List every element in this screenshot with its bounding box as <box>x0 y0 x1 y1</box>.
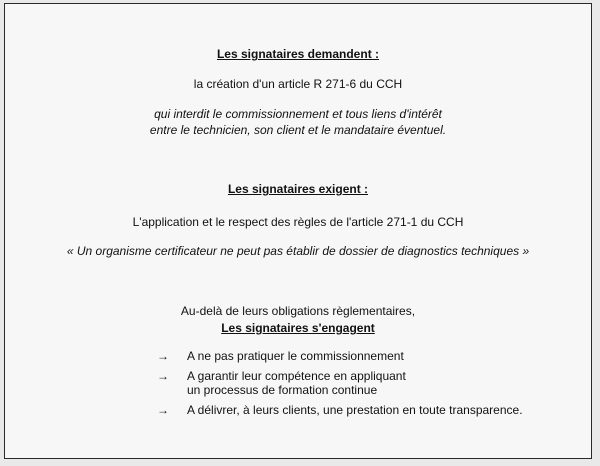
document-content <box>5 4 591 458</box>
list-item <box>157 403 523 417</box>
list-item-text <box>187 349 404 363</box>
demand-italic-line-2: entre le technicien, son client et le mandataire éventuel. <box>149 123 447 137</box>
exigent-line: L'application et le respect des règles de l'article 271-1 du CCH <box>132 215 464 229</box>
heading-demandent: Les signataires demandent : <box>216 47 380 61</box>
list-item-line: A ne pas pratiquer le commissionnement <box>187 349 404 363</box>
list-item-text <box>187 403 523 417</box>
list-item-line: A garantir leur compétence en appliquant <box>187 369 406 383</box>
demand-italic-line-1: qui interdit le commissionnement et tous liens d'intérêt <box>154 107 442 121</box>
document-frame <box>4 3 592 459</box>
heading-exigent: Les signataires exigent : <box>227 182 369 196</box>
list-item-line: A délivrer, à leurs clients, une prestation en toute transparence. <box>187 403 523 417</box>
commitments-list <box>157 349 523 423</box>
engagement-intro: Au-delà de leurs obligations règlementaires, <box>180 304 416 318</box>
arrow-right-icon: → <box>157 403 169 417</box>
list-item <box>157 349 523 363</box>
list-item-line: un processus de formation continue <box>187 383 378 397</box>
list-item-text <box>187 369 406 397</box>
list-item <box>157 369 523 397</box>
arrow-right-icon: → <box>157 349 169 363</box>
heading-engagent: Les signataires s'engagent <box>221 321 375 335</box>
arrow-right-icon: → <box>157 369 169 383</box>
exigent-quote: « Un organisme certificateur ne peut pas établir de dossier de diagnostics techniques » <box>66 244 530 258</box>
demand-line: la création d'un article R 271-6 du CCH <box>193 77 403 91</box>
